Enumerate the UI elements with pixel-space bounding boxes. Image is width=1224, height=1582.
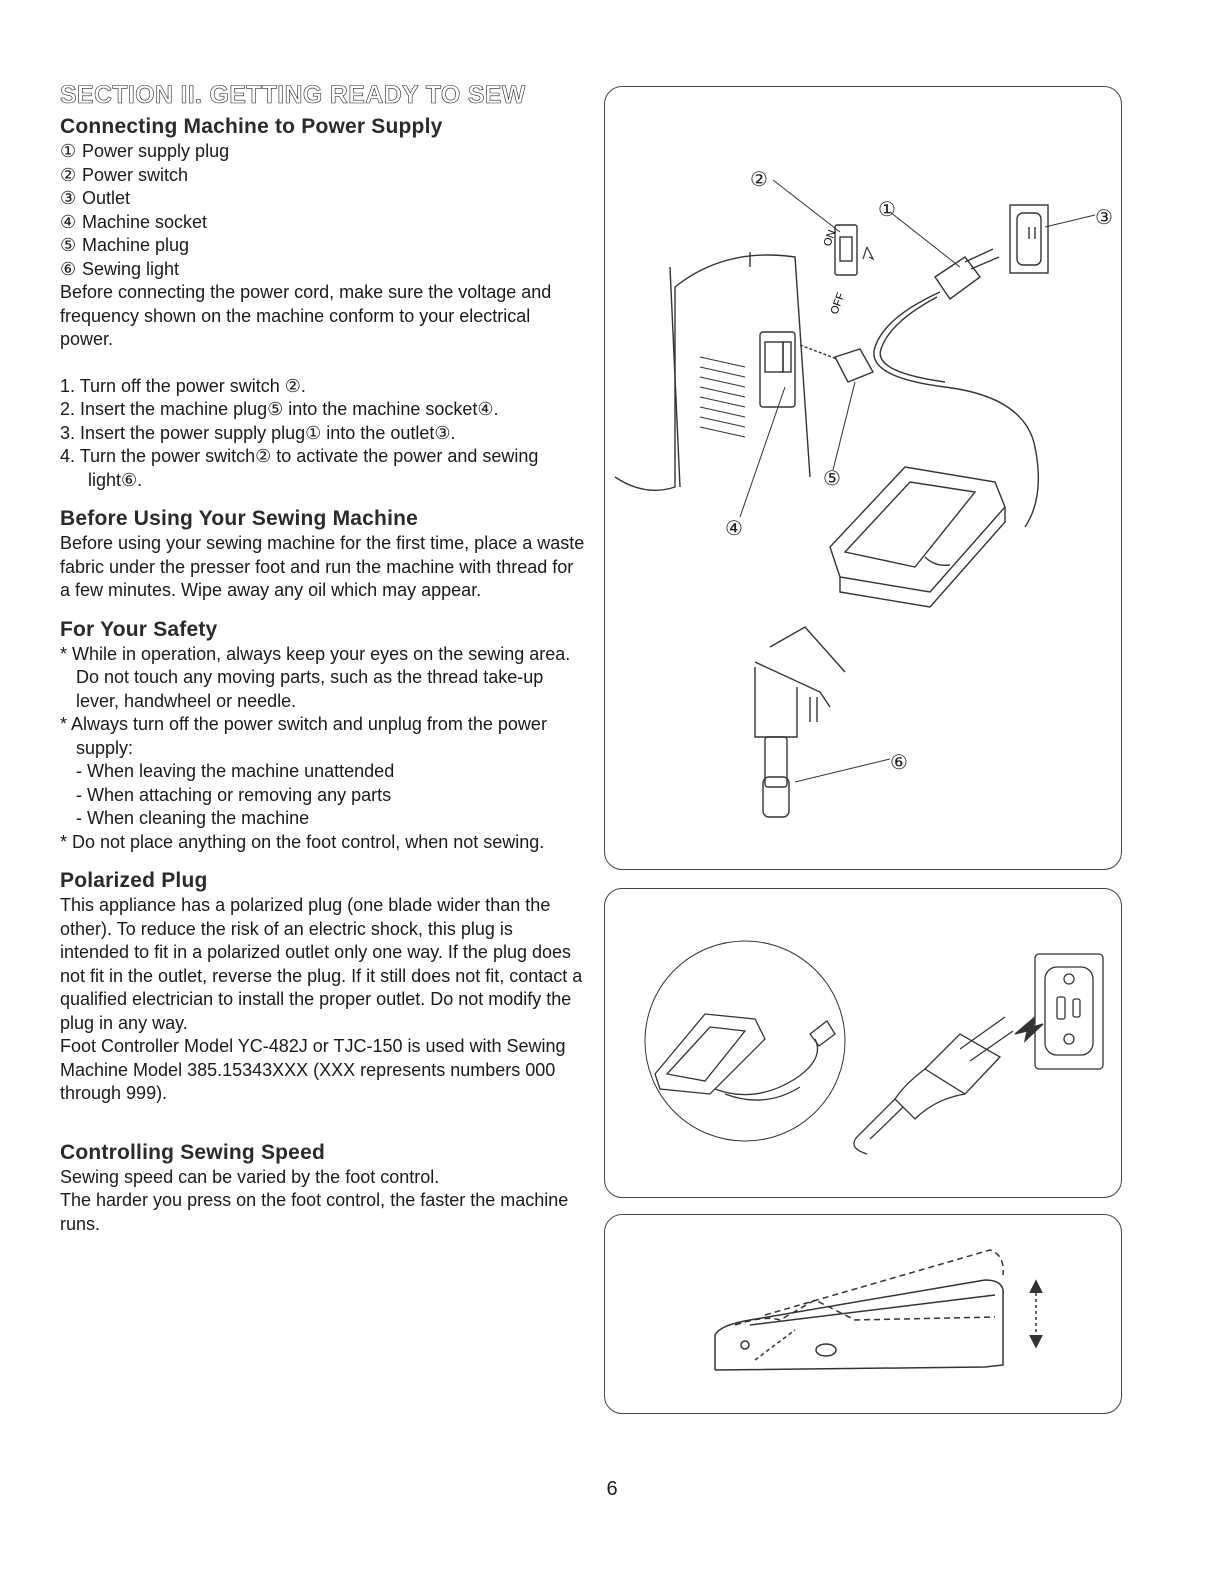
switch-on-label: ON (821, 228, 839, 249)
figure-speed-control (604, 1214, 1122, 1414)
steps-list (60, 375, 585, 493)
list-item: - When attaching or removing any parts (76, 784, 392, 805)
polarized-model-text: Foot Controller Model YC-482J or TJC-150 is used with Sewing Machine Model 385.15343XXX (XXX represents numbers 000 through 999). (60, 1036, 566, 1103)
list-item: ② Power switch (60, 164, 189, 185)
connecting-intro: Before connecting the power cord, make sure the voltage and frequency shown on the machine conform to your electrical power. (60, 282, 552, 349)
list-item: ⑤ Machine plug (60, 235, 190, 255)
heading-speed: Controlling Sewing Speed (60, 1140, 325, 1164)
polarized-text: This appliance has a polarized plug (one blade wider than the other). To reduce the risk of an electric shock, this plug is intended to fit in a polarized outlet only one way. If the plug does not fit in the outlet, reverse the plug. If it still does not fit, contact a qualified electrician to install the proper outlet. Do not modify the plug in any way. (60, 895, 583, 1033)
speed-control-illustration (605, 1215, 1121, 1413)
list-item: - When leaving the machine unattended (76, 761, 395, 781)
list-item: * Always turn off the power switch and unplug from the power supply: (60, 714, 547, 758)
list-item: 4. Turn the power switch② to activate the power and sewing light⑥. (60, 446, 539, 490)
callout-2: ② (750, 167, 768, 191)
text-column (60, 80, 585, 1236)
parts-list (60, 140, 585, 281)
heading-connecting: Connecting Machine to Power Supply (60, 115, 443, 138)
list-item: 3. Insert the power supply plug① into the outlet③. (60, 422, 456, 443)
figure-power-connection (604, 86, 1122, 870)
callout-5: ⑤ (823, 466, 841, 490)
list-item: ① Power supply plug (60, 141, 230, 161)
heading-polarized: Polarized Plug (60, 869, 208, 892)
list-item: - When cleaning the machine (76, 808, 310, 828)
list-item: ④ Machine socket (60, 211, 208, 232)
figure-polarized-plug (604, 888, 1122, 1198)
heading-safety: For Your Safety (60, 617, 218, 641)
speed-line-1: Sewing speed can be varied by the foot control. (60, 1166, 440, 1187)
switch-off-label: OFF (828, 291, 848, 317)
callout-6: ⑥ (890, 750, 908, 774)
section-title: SECTION II. GETTING READY TO SEW (60, 81, 526, 109)
polarized-plug-illustration (605, 889, 1121, 1197)
heading-before-using: Before Using Your Sewing Machine (60, 507, 419, 530)
list-item: ⑥ Sewing light (60, 258, 180, 279)
list-item: * While in operation, always keep your eyes on the sewing area. Do not touch any moving parts, such as the thread take-up lever, handwheel or needle. (60, 643, 571, 711)
callout-3: ③ (1095, 205, 1113, 229)
safety-list (60, 643, 585, 855)
list-item: 2. Insert the machine plug⑤ into the machine socket④. (60, 399, 499, 419)
page-number: 6 (606, 1478, 618, 1500)
list-item: 1. Turn off the power switch ②. (60, 375, 306, 396)
speed-line-2: The harder you press on the foot control, the faster the machine runs. (60, 1190, 569, 1234)
power-connection-illustration (605, 87, 1121, 869)
before-using-text: Before using your sewing machine for the first time, place a waste fabric under the presser foot and run the machine with thread for a few minutes. Wipe away any oil which may appear. (60, 533, 585, 600)
callout-4: ④ (725, 516, 743, 540)
list-item: * Do not place anything on the foot control, when not sewing. (60, 831, 545, 852)
list-item: ③ Outlet (60, 188, 131, 208)
callout-1: ① (878, 197, 896, 221)
